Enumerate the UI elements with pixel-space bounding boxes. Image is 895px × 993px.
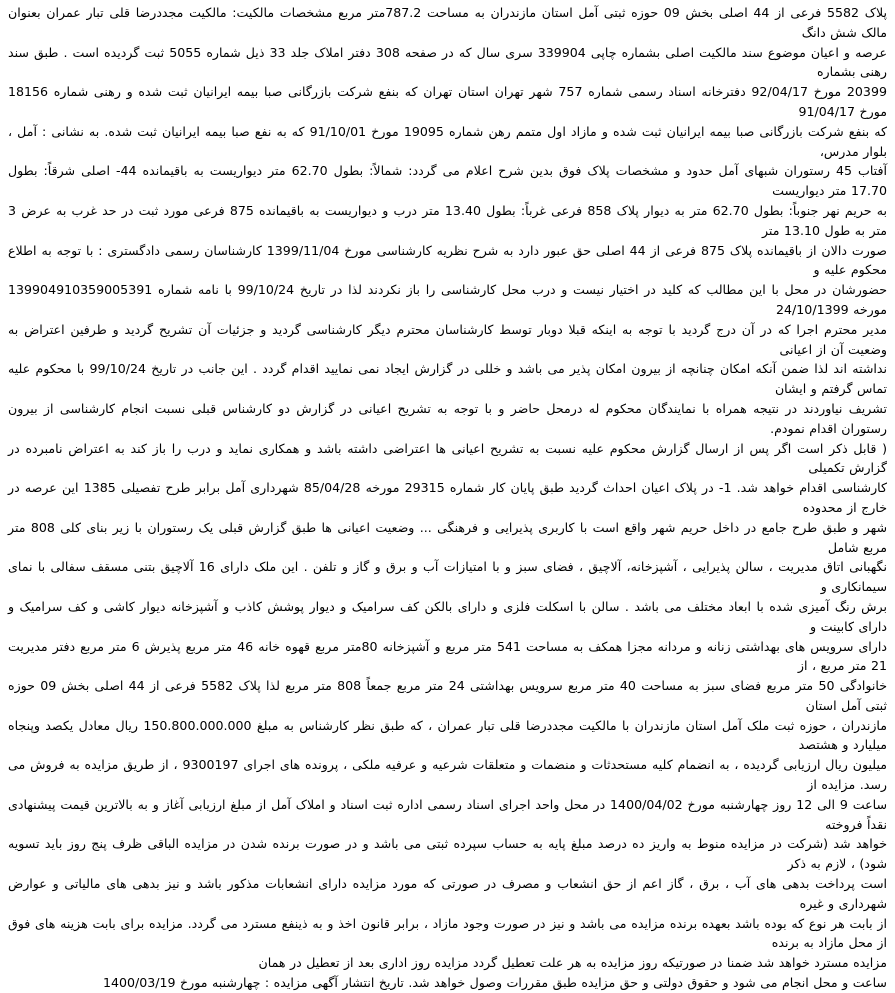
notice-line: تشریف نیاوردند در نتیجه همراه با نمایندگان محکوم له درمحل حاضر و با توجه به تشریح اعیانی در گزارش دو کارشناس قبلی نسبت انجام کارشناسی از بیرون رستوران اقدام نمودم.: [8, 400, 887, 436]
notice-line: ساعت و محل انجام می شود و حقوق دولتی و حق مزایده طبق مقررات وصول خواهد شد. تاریخ انتشار آگهی مزایده : چهارشنبه مورخ 1400/03/19: [102, 975, 887, 991]
notice-line: دارای سرویس های بهداشتی زنانه و مردانه مجزا همکف به مساحت 541 متر مربع و آشپزخانه 80متر مربع قهوه خانه 46 متر مربع پذیرش 6 متر مربع دفتر مدیریت 21 متر مربع ، از: [8, 638, 887, 674]
notice-line: که بنفع شرکت بازرگانی صبا بیمه ایرانیان ثبت شده و مازاد اول متمم رهن شماره 19095 مورخ 91/10/01 که به نفع صبا بیمه ایرانیان ثبت شده. به نشانی : آمل ، بلوار مدرس،: [8, 123, 887, 159]
notice-line: نداشته اند لذا ضمن آنکه امکان چنانچه از بیرون امکان پذیر می باشد و خللی در گزارش ایجاد نمی نمایید اقدام گردد . این جانب در تاریخ 99/10/24 با محکوم علیه تماس گرفتم و ایشان: [8, 361, 887, 397]
notice-line: نگهبانی اتاق مدیریت ، سالن پذیرایی ، آشپزخانه، آلاچیق ، فضای سبز و با امتیازات آب و برق و گاز و تلفن . این ملک دارای 16 آلاچیق بتنی مسقف سفالی با نمای سیمانکاری و: [8, 559, 887, 595]
notice-line: شهر و طبق طرح جامع در داخل حریم شهر واقع است با کاربری پذیرایی و فرهنگی ... وضعیت اعیانی ها طبق گزارش قبلی یک رستوران با زیر بنای کلی 808 متر مربع شامل: [8, 519, 888, 555]
notice-line: از بابت هر نوع که بوده باشد بعهده برنده مزایده می باشد و نیز در صورت وجود مازاد ، برابر قانون اخذ و به ذینفع مسترد می گردد. مزایده برای بابت هزینه های فوق از محل مازاد به برنده: [8, 915, 887, 951]
notice-line: مزایده مسترد خواهد شد ضمنا در صورتیکه روز مزایده به هر علت تعطیل گردد مزایده روز اداری بعد از تعطیل در همان: [258, 955, 887, 971]
notice-line: خواهد شد (شرکت در مزایده منوط به واریز ده درصد مبلغ پایه به حساب سپرده ثبتی می باشد و در صورت برنده شدن در مزایده الباقی ظرف پنج روز باید تسویه شود) ، لازم به ذکر: [8, 836, 887, 872]
notice-line: ( قابل ذکر است اگر پس از ارسال گزارش محکوم علیه نسبت به تشریح اعیانی ها اعتراضی داشته باشد و همکاری نماید و درب را باز کند به اعتراض نامبرده در گزارش تکمیلی: [8, 440, 887, 476]
notice-line: کارشناسی اقدام خواهد شد. 1- در پلاک اعیان احداث گردید طبق پایان کار شماره 29315 مورخه 85/04/28 شهرداری آمل برابر طرح تفصیلی 1385 این عرصه در خارج از محدوده: [8, 480, 887, 515]
notice-line: پلاک 5582 فرعی از 44 اصلی بخش 09 حوزه ثبتی آمل استان مازندران به مساحت 787.2متر مربع مشخصات مالکیت: مالکیت مجددرضا قلی تبار عمران بعنوان مالک شش دانگ: [8, 5, 888, 40]
notice-line: برش رنگ آمیزی شده با ابعاد مختلف می باشد . سالن با اسکلت فلزی و دارای بالکن کف سرامیک و دیوار پوشش کاذب و آشپزخانه دیوار کاشی و کف سرامیک و دارای کابینت و: [8, 598, 887, 634]
notice-line: 20399 مورخ 92/04/17 دفترخانه اسناد رسمی شماره 757 شهر تهران استان تهران که بنفع شرکت بازرگانی صبا بیمه ایرانیان ثبت شده و رهنی شماره 18156 مورخ 91/04/17: [8, 84, 887, 119]
notice-line: آفتاب 45 رستوران شبهای آمل حدود و مشخصات پلاک فوق بدین شرح اعلام می گردد: شمالاً: بطول 62.70 متر دیواریست به باقیمانده 44- اصلی شرقاً: بطول 17.70 متر دیواریست: [8, 163, 887, 199]
notice-line: به حریم نهر جنوباً: بطول 62.70 متر به دیوار پلاک 858 فرعی غرباً: بطول 13.40 متر درب و دیواریست به باقیمانده 875 فرعی مورد ثبت در حد غرب به عرض 3 متر به طول 13.10 متر: [8, 202, 888, 238]
notice-line: حضورشان در محل با این مطالب که کلید در اختیار نیست و درب محل کارشناسی را باز نکردند لذا در تاریخ 99/10/24 با نامه شماره 13990491035900539​1 مورخه 24/10/1399: [8, 282, 887, 317]
notice-line: مازندران ، حوزه ثبت ملک آمل استان مازندران با مالکیت مجددرضا قلی تبار عمران ، که طبق نظر کارشناس به مبلغ 150.800.000.000 ریال معادل یکصد وپنجاه میلیارد و هشتصد: [8, 717, 887, 753]
notice-line: است پرداخت بدهی های آب ، برق ، گاز اعم از حق انشعاب و مصرف در صورتی که مورد مزایده دارای انشعابات مذکور باشد و نیز بدهی های مالیاتی و عوارض شهرداری و غیره: [8, 876, 887, 911]
notice-line: صورت دالان از باقیمانده پلاک 875 فرعی از 44 اصلی حق عبور دارد به شرح نظریه کارشناسی مورخ 1399/11/04 کارشناسان رسمی دادگستری : با توجه به اطلاع محکوم علیه و: [8, 242, 887, 278]
notice-line: عرصه و اعیان موضوع سند مالکیت اصلی بشماره چاپی 339904 سری سال که در صفحه 308 دفتر املاک جلد 33 ذیل شماره 5055 ثبت گردیده است . طبق سند رهنی بشماره: [8, 44, 887, 80]
notice-line: خانوادگی 50 متر مربع فضای سبز به مساحت 40 متر مربع سرویس بهداشتی 24 متر مربع جمعاً 808 متر مربع لذا پلاک 5582 فرعی از 44 اصلی بخش 09 حوزه ثبتی آمل استان: [8, 678, 887, 713]
notice-line: مدیر محترم اجرا که در آن درج گردید با توجه به اینکه قبلا دوبار توسط کارشناسان محترم دیگر کارشناسی گردید و جزئیات آن تشریح گردید و طرفین اعتراض به وضعیت آن از اعیانی: [8, 321, 887, 357]
notice-line: ساعت 9 الی 12 روز چهارشنبه مورخ 1400/04/02 در محل واحد اجرای اسناد رسمی اداره ثبت اسناد و املاک آمل از مبلغ ارزیابی آغاز و به بالاترین قیمت پیشنهادی نقداً فروخته: [8, 796, 887, 832]
notice-line: میلیون ریال ارزیابی گردیده ، به انضمام کلیه مستحدثات و منضمات و متعلقات شرعیه و عرفیه ملکی ، پرونده های اجرای 9300197 ، از طریق مزایده به فروش می رسد. مزایده از: [8, 757, 887, 793]
